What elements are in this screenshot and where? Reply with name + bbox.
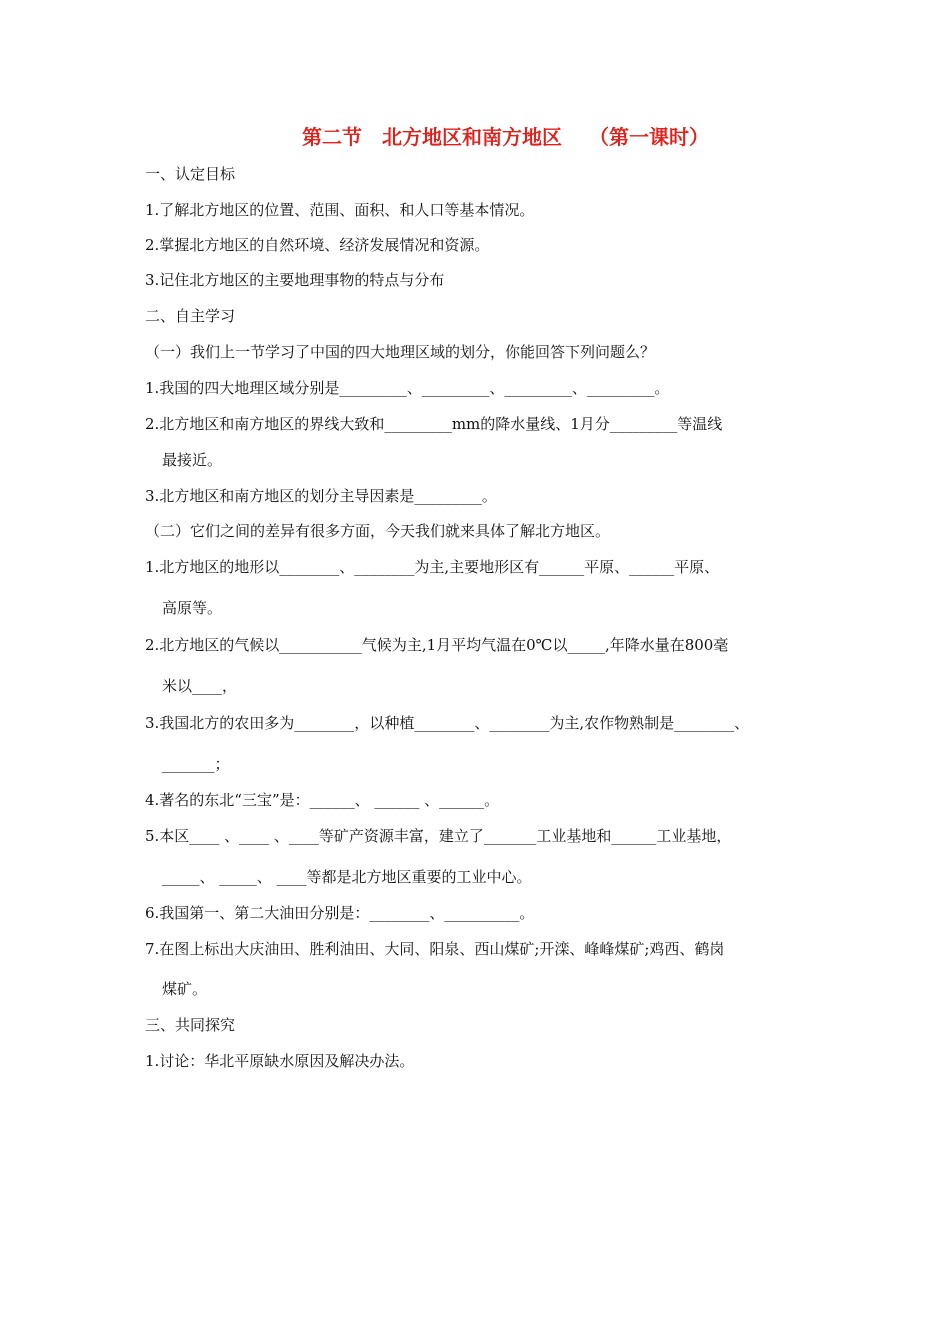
section-heading: 三、共同探究 bbox=[145, 1016, 236, 1034]
question-line-continued: _____、 _____、 ____等都是北方地区重要的工业中心。 bbox=[162, 868, 532, 886]
question-line-continued: 最接近。 bbox=[162, 451, 223, 469]
question-line: 3.我国北方的农田多为________，以种植________、________为主,农作物熟制是________、 bbox=[145, 714, 750, 732]
question-line: 2.北方地区和南方地区的界线大致和_________mm的降水量线、1月分_________等温线 bbox=[145, 415, 723, 433]
question-line: 1.我国的四大地理区域分别是_________、_________、_________、_________。 bbox=[145, 379, 670, 397]
question-line: 2.北方地区的气候以___________气候为主,1月平均气温在0℃以_____,年降水量在800毫 bbox=[145, 636, 729, 654]
text-line: 1.了解北方地区的位置、范围、面积、和人口等基本情况。 bbox=[145, 201, 535, 219]
question-line-continued: 米以____， bbox=[162, 677, 238, 695]
question-line: 5.本区____ 、____ 、____等矿产资源丰富，建立了_______工业基地和______工业基地， bbox=[145, 827, 732, 845]
question-line-continued: 高原等。 bbox=[162, 599, 223, 617]
subsection-heading: （二）它们之间的差异有很多方面，今天我们就来具体了解北方地区。 bbox=[145, 522, 611, 540]
page-title: 第二节 北方地区和南方地区 （第一课时） bbox=[302, 125, 709, 149]
section-heading: 二、自主学习 bbox=[145, 307, 236, 325]
question-line: 1.讨论：华北平原缺水原因及解决办法。 bbox=[145, 1052, 415, 1070]
question-line: 6.我国第一、第二大油田分别是：________、__________。 bbox=[145, 904, 535, 922]
text-line: 2.掌握北方地区的自然环境、经济发展情况和资源。 bbox=[145, 236, 490, 254]
question-line-continued: _______； bbox=[162, 755, 230, 773]
question-line: 4.著名的东北“三宝”是：______、 ______ 、______。 bbox=[145, 791, 500, 809]
question-line: 3.北方地区和南方地区的划分主导因素是_________。 bbox=[145, 487, 497, 505]
question-line-continued: 煤矿。 bbox=[162, 980, 208, 998]
subsection-heading: （一）我们上一节学习了中国的四大地理区域的划分，你能回答下列问题么？ bbox=[145, 343, 656, 361]
text-line: 3.记住北方地区的主要地理事物的特点与分布 bbox=[145, 271, 445, 289]
section-heading: 一、认定目标 bbox=[145, 165, 236, 183]
question-line: 7.在图上标出大庆油田、胜利油田、大同、阳泉、西山煤矿;开滦、峰峰煤矿;鸡西、鹤岗 bbox=[145, 940, 725, 958]
question-line: 1.北方地区的地形以________、________为主,主要地形区有______平原、______平原、 bbox=[145, 558, 720, 576]
